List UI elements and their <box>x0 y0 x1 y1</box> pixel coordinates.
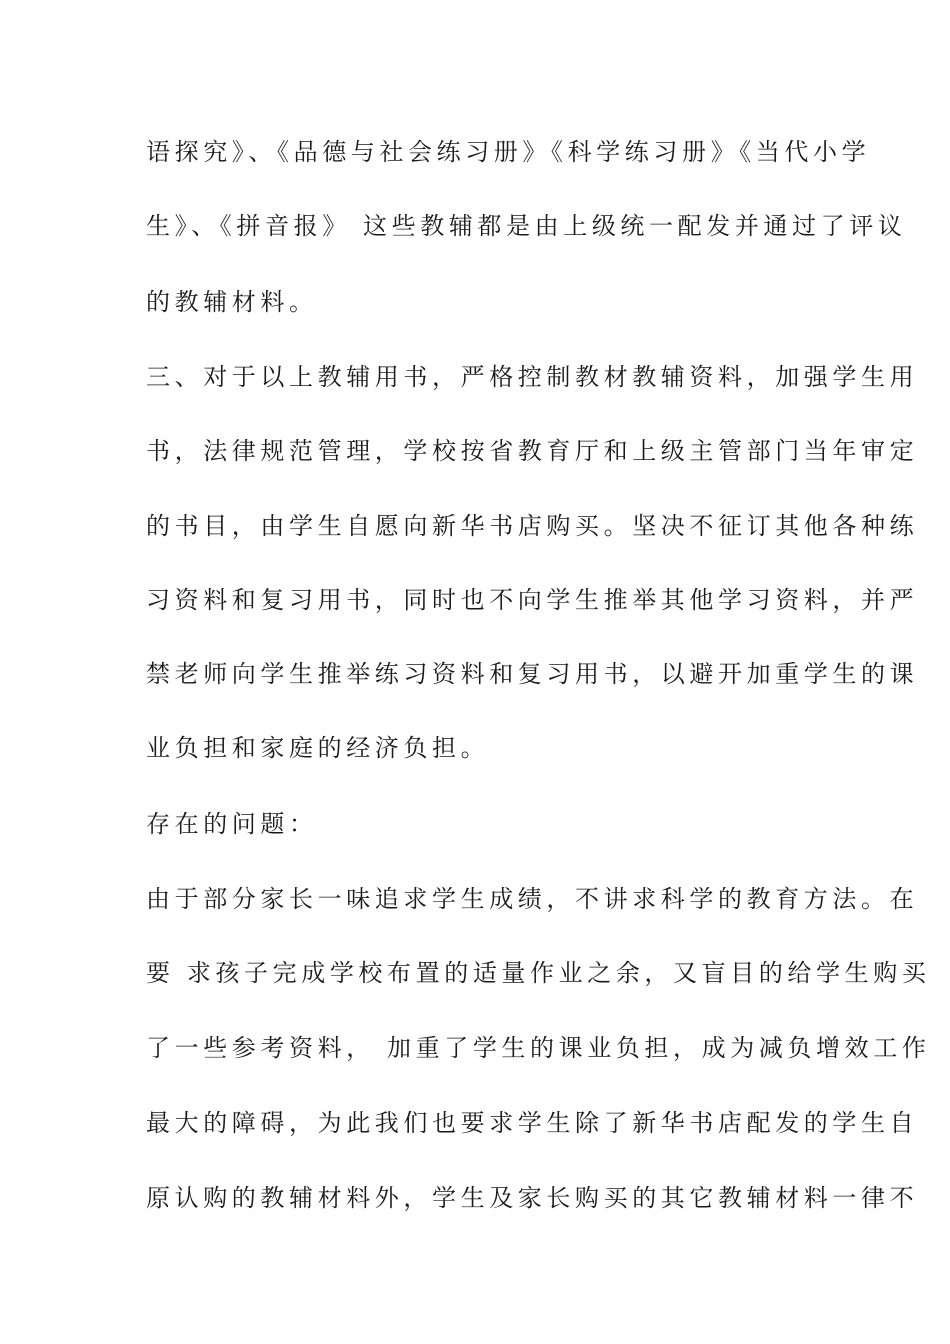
text-line: 要 求孩子完成学校布置的适量作业之余，又盲目的给学生购买 <box>146 959 931 987</box>
text-line: 由于部分家长一味追求学生成绩，不讲求科学的教育方法。在 <box>146 885 919 913</box>
text-line: 禁老师向学生推举练习资料和复习用书，以避开加重学生的课 <box>146 660 919 688</box>
text-line: 业负担和家庭的经济负担。 <box>146 734 490 762</box>
section-heading: 存在的问题： <box>146 810 318 838</box>
text-line: 习资料和复习用书，同时也不向学生推举其他学习资料，并严 <box>146 586 919 614</box>
text-line: 语探究》、《品德与社会练习册》《科学练习册》《当代小学 <box>146 138 871 166</box>
text-line: 的书目，由学生自愿向新华书店购买。坚决不征订其他各种练 <box>146 512 919 540</box>
text-line: 书，法律规范管理，学校按省教育厅和上级主管部门当年审定 <box>146 437 919 465</box>
text-line: 原认购的教辅材料外，学生及家长购买的其它教辅材料一律不 <box>146 1184 919 1212</box>
text-line: 了一些参考资料， 加重了学生的课业负担，成为减负增效工作 <box>146 1034 931 1062</box>
text-line: 的教辅材料。 <box>146 288 318 316</box>
text-line: 生》、《拼音报》 这些教辅都是由上级统一配发并通过了评议 <box>146 212 907 240</box>
text-line: 最大的障碍，为此我们也要求学生除了新华书店配发的学生自 <box>146 1109 919 1137</box>
text-line: 三、对于以上教辅用书，严格控制教材教辅资料，加强学生用 <box>146 363 919 391</box>
